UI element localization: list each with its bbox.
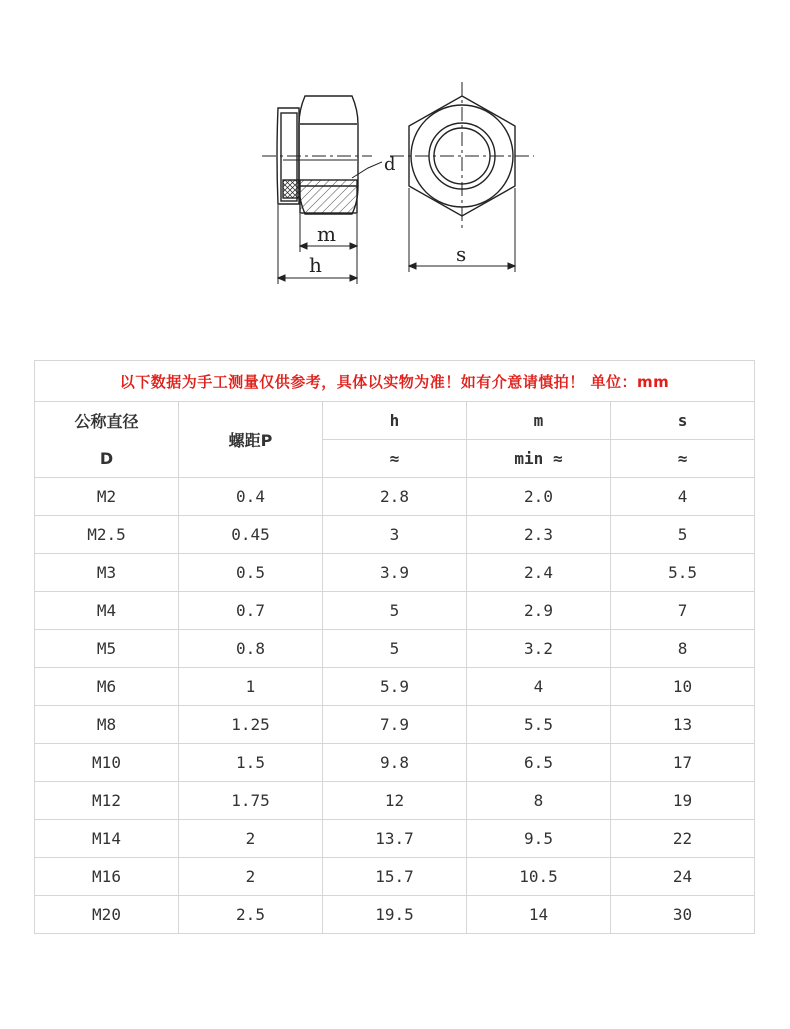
cell-h: 12 bbox=[323, 782, 467, 820]
cell-s: 7 bbox=[611, 592, 755, 630]
header-nominal-diameter-label: 公称直径 bbox=[74, 411, 139, 431]
cell-s: 24 bbox=[611, 858, 755, 896]
table-row bbox=[35, 554, 755, 592]
table-row bbox=[35, 706, 755, 744]
cell-s: 19 bbox=[611, 782, 755, 820]
cell-pitch: 0.45 bbox=[179, 516, 323, 554]
cell-m: 5.5 bbox=[467, 706, 611, 744]
cell-diameter: M20 bbox=[35, 896, 179, 934]
cell-diameter: M16 bbox=[35, 858, 179, 896]
cell-diameter: M6 bbox=[35, 668, 179, 706]
cell-s: 17 bbox=[611, 744, 755, 782]
cell-diameter: M8 bbox=[35, 706, 179, 744]
cell-h: 3 bbox=[323, 516, 467, 554]
cell-h: 3.9 bbox=[323, 554, 467, 592]
measurement-notice: 以下数据为手工测量仅供参考，具体以实物为准！如有介意请慎拍！ 单位：mm bbox=[35, 361, 755, 402]
cell-diameter: M5 bbox=[35, 630, 179, 668]
cell-m: 2.4 bbox=[467, 554, 611, 592]
cell-diameter: M2 bbox=[35, 478, 179, 516]
table-row bbox=[35, 516, 755, 554]
cell-diameter: M4 bbox=[35, 592, 179, 630]
cell-h: 7.9 bbox=[323, 706, 467, 744]
cell-h: 19.5 bbox=[323, 896, 467, 934]
cell-m: 14 bbox=[467, 896, 611, 934]
cell-s: 8 bbox=[611, 630, 755, 668]
cell-s: 5 bbox=[611, 516, 755, 554]
cell-s: 4 bbox=[611, 478, 755, 516]
cell-pitch: 1.5 bbox=[179, 744, 323, 782]
cell-s: 5.5 bbox=[611, 554, 755, 592]
table-row bbox=[35, 896, 755, 934]
table-row bbox=[35, 592, 755, 630]
table-row bbox=[35, 820, 755, 858]
cell-diameter: M10 bbox=[35, 744, 179, 782]
cell-s: 13 bbox=[611, 706, 755, 744]
table-row bbox=[35, 668, 755, 706]
nut-technical-drawing bbox=[0, 0, 790, 340]
table-row bbox=[35, 858, 755, 896]
label-h: h bbox=[309, 253, 322, 277]
cell-h: 5 bbox=[323, 592, 467, 630]
cell-h: 9.8 bbox=[323, 744, 467, 782]
cell-pitch: 1.75 bbox=[179, 782, 323, 820]
cell-pitch: 0.4 bbox=[179, 478, 323, 516]
cell-m: 10.5 bbox=[467, 858, 611, 896]
cell-m: 2.3 bbox=[467, 516, 611, 554]
cell-s: 30 bbox=[611, 896, 755, 934]
cell-diameter: M12 bbox=[35, 782, 179, 820]
table-row bbox=[35, 478, 755, 516]
cell-diameter: M3 bbox=[35, 554, 179, 592]
header-pitch: 螺距P bbox=[179, 402, 323, 478]
d-leader-line bbox=[352, 162, 382, 178]
cell-pitch: 1.25 bbox=[179, 706, 323, 744]
header-s-approx: ≈ bbox=[611, 440, 755, 478]
cell-pitch: 2.5 bbox=[179, 896, 323, 934]
header-row bbox=[35, 402, 755, 440]
header-m: m bbox=[467, 402, 611, 440]
table-row bbox=[35, 630, 755, 668]
cell-pitch: 2 bbox=[179, 858, 323, 896]
notice-row bbox=[35, 361, 755, 402]
header-nominal-diameter-symbol: D bbox=[99, 448, 114, 468]
cell-m: 9.5 bbox=[467, 820, 611, 858]
cell-diameter: M2.5 bbox=[35, 516, 179, 554]
header-m-min-approx: min ≈ bbox=[467, 440, 611, 478]
cell-h: 5.9 bbox=[323, 668, 467, 706]
cell-pitch: 1 bbox=[179, 668, 323, 706]
spec-rows bbox=[35, 478, 755, 934]
header-nominal-diameter bbox=[35, 402, 179, 478]
header-h-approx: ≈ bbox=[323, 440, 467, 478]
table-row bbox=[35, 744, 755, 782]
label-s: s bbox=[456, 242, 467, 266]
cell-h: 5 bbox=[323, 630, 467, 668]
cell-h: 13.7 bbox=[323, 820, 467, 858]
label-m: m bbox=[317, 222, 336, 246]
cell-pitch: 0.8 bbox=[179, 630, 323, 668]
cell-s: 10 bbox=[611, 668, 755, 706]
cell-diameter: M14 bbox=[35, 820, 179, 858]
cell-m: 8 bbox=[467, 782, 611, 820]
cell-m: 2.9 bbox=[467, 592, 611, 630]
cell-pitch: 0.7 bbox=[179, 592, 323, 630]
header-s: s bbox=[611, 402, 755, 440]
cell-m: 3.2 bbox=[467, 630, 611, 668]
table-row bbox=[35, 782, 755, 820]
cell-h: 15.7 bbox=[323, 858, 467, 896]
cell-m: 4 bbox=[467, 668, 611, 706]
cell-s: 22 bbox=[611, 820, 755, 858]
side-view bbox=[277, 96, 358, 214]
cell-h: 2.8 bbox=[323, 478, 467, 516]
spec-table bbox=[34, 360, 755, 934]
header-h: h bbox=[323, 402, 467, 440]
cell-pitch: 2 bbox=[179, 820, 323, 858]
label-d: d bbox=[384, 154, 396, 175]
cell-m: 2.0 bbox=[467, 478, 611, 516]
cell-pitch: 0.5 bbox=[179, 554, 323, 592]
cell-m: 6.5 bbox=[467, 744, 611, 782]
